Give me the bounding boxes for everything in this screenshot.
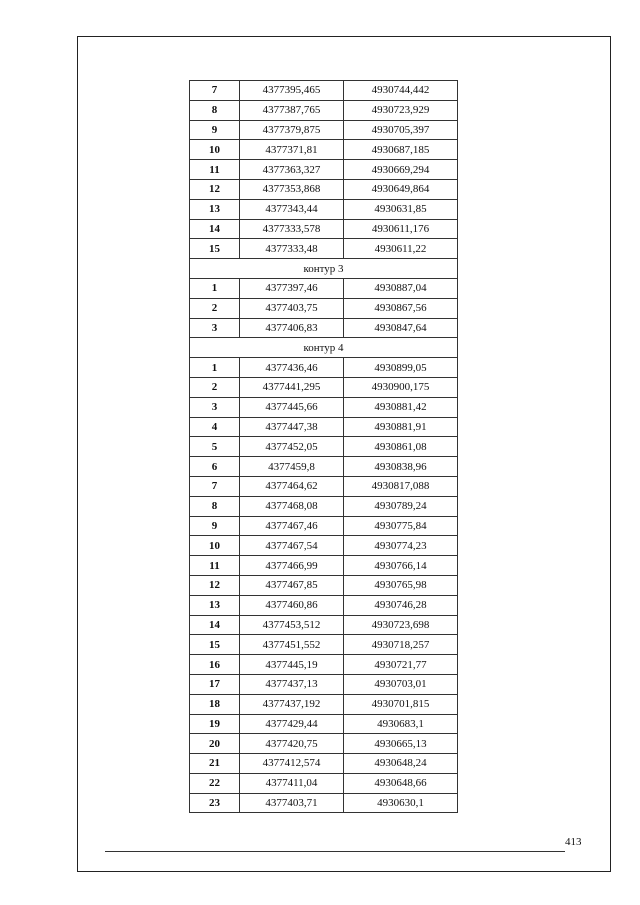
table-row [190, 278, 458, 298]
table-row [190, 734, 458, 754]
x-coordinate: 4377467,85 [240, 575, 344, 595]
point-number: 13 [190, 199, 240, 219]
point-number: 7 [190, 81, 240, 101]
x-coordinate: 4377333,578 [240, 219, 344, 239]
point-number: 12 [190, 179, 240, 199]
table-row [190, 417, 458, 437]
point-number: 15 [190, 239, 240, 259]
point-number: 14 [190, 615, 240, 635]
y-coordinate: 4930703,01 [344, 674, 458, 694]
point-number: 6 [190, 457, 240, 477]
table-row [190, 694, 458, 714]
table-row [190, 397, 458, 417]
point-number: 4 [190, 417, 240, 437]
y-coordinate: 4930744,442 [344, 81, 458, 101]
table-row [190, 358, 458, 378]
x-coordinate: 4377387,765 [240, 100, 344, 120]
x-coordinate: 4377403,75 [240, 298, 344, 318]
table-row [190, 714, 458, 734]
contour-header-row [190, 338, 458, 358]
point-number: 14 [190, 219, 240, 239]
point-number: 18 [190, 694, 240, 714]
x-coordinate: 4377333,48 [240, 239, 344, 259]
x-coordinate: 4377429,44 [240, 714, 344, 734]
y-coordinate: 4930765,98 [344, 575, 458, 595]
table-row [190, 635, 458, 655]
table-row [190, 81, 458, 101]
y-coordinate: 4930881,91 [344, 417, 458, 437]
point-number: 12 [190, 575, 240, 595]
x-coordinate: 4377459,8 [240, 457, 344, 477]
x-coordinate: 4377395,465 [240, 81, 344, 101]
contour-label: контур 3 [190, 259, 458, 279]
x-coordinate: 4377453,512 [240, 615, 344, 635]
x-coordinate: 4377467,46 [240, 516, 344, 536]
table-row [190, 377, 458, 397]
table-row [190, 140, 458, 160]
x-coordinate: 4377403,71 [240, 793, 344, 813]
point-number: 16 [190, 655, 240, 675]
x-coordinate: 4377343,44 [240, 199, 344, 219]
point-number: 19 [190, 714, 240, 734]
footer-rule [105, 851, 565, 852]
point-number: 7 [190, 476, 240, 496]
y-coordinate: 4930705,397 [344, 120, 458, 140]
table-row [190, 298, 458, 318]
y-coordinate: 4930899,05 [344, 358, 458, 378]
y-coordinate: 4930648,24 [344, 754, 458, 774]
point-number: 10 [190, 536, 240, 556]
y-coordinate: 4930649,864 [344, 179, 458, 199]
table-row [190, 674, 458, 694]
y-coordinate: 4930683,1 [344, 714, 458, 734]
point-number: 8 [190, 100, 240, 120]
table-row [190, 655, 458, 675]
y-coordinate: 4930701,815 [344, 694, 458, 714]
table-row [190, 179, 458, 199]
y-coordinate: 4930900,175 [344, 377, 458, 397]
page-number: 413 [565, 836, 582, 848]
y-coordinate: 4930817,088 [344, 476, 458, 496]
point-number: 17 [190, 674, 240, 694]
point-number: 10 [190, 140, 240, 160]
point-number: 11 [190, 160, 240, 180]
y-coordinate: 4930630,1 [344, 793, 458, 813]
point-number: 2 [190, 377, 240, 397]
point-number: 3 [190, 397, 240, 417]
y-coordinate: 4930838,96 [344, 457, 458, 477]
x-coordinate: 4377363,327 [240, 160, 344, 180]
y-coordinate: 4930721,77 [344, 655, 458, 675]
point-number: 13 [190, 595, 240, 615]
point-number: 11 [190, 556, 240, 576]
y-coordinate: 4930774,23 [344, 536, 458, 556]
y-coordinate: 4930631,85 [344, 199, 458, 219]
point-number: 8 [190, 496, 240, 516]
x-coordinate: 4377452,05 [240, 437, 344, 457]
table-row [190, 219, 458, 239]
x-coordinate: 4377397,46 [240, 278, 344, 298]
x-coordinate: 4377406,83 [240, 318, 344, 338]
table-row [190, 476, 458, 496]
x-coordinate: 4377412,574 [240, 754, 344, 774]
x-coordinate: 4377441,295 [240, 377, 344, 397]
coordinates-table [189, 80, 458, 813]
x-coordinate: 4377411,04 [240, 773, 344, 793]
table-row [190, 160, 458, 180]
point-number: 20 [190, 734, 240, 754]
point-number: 1 [190, 278, 240, 298]
x-coordinate: 4377467,54 [240, 536, 344, 556]
y-coordinate: 4930723,929 [344, 100, 458, 120]
x-coordinate: 4377445,66 [240, 397, 344, 417]
table-row [190, 318, 458, 338]
y-coordinate: 4930665,13 [344, 734, 458, 754]
point-number: 15 [190, 635, 240, 655]
table-row [190, 100, 458, 120]
y-coordinate: 4930723,698 [344, 615, 458, 635]
point-number: 21 [190, 754, 240, 774]
y-coordinate: 4930861,08 [344, 437, 458, 457]
x-coordinate: 4377379,875 [240, 120, 344, 140]
point-number: 9 [190, 516, 240, 536]
point-number: 23 [190, 793, 240, 813]
x-coordinate: 4377466,99 [240, 556, 344, 576]
point-number: 1 [190, 358, 240, 378]
table-row [190, 773, 458, 793]
x-coordinate: 4377447,38 [240, 417, 344, 437]
y-coordinate: 4930746,28 [344, 595, 458, 615]
table-row [190, 754, 458, 774]
x-coordinate: 4377437,13 [240, 674, 344, 694]
table-row [190, 556, 458, 576]
y-coordinate: 4930775,84 [344, 516, 458, 536]
table-row [190, 437, 458, 457]
y-coordinate: 4930867,56 [344, 298, 458, 318]
x-coordinate: 4377371,81 [240, 140, 344, 160]
y-coordinate: 4930687,185 [344, 140, 458, 160]
y-coordinate: 4930887,04 [344, 278, 458, 298]
table-row [190, 575, 458, 595]
y-coordinate: 4930847,64 [344, 318, 458, 338]
table-row [190, 615, 458, 635]
x-coordinate: 4377468,08 [240, 496, 344, 516]
y-coordinate: 4930789,24 [344, 496, 458, 516]
y-coordinate: 4930648,66 [344, 773, 458, 793]
table-row [190, 239, 458, 259]
y-coordinate: 4930611,22 [344, 239, 458, 259]
x-coordinate: 4377420,75 [240, 734, 344, 754]
table-row [190, 120, 458, 140]
coordinates-table-body [190, 81, 458, 813]
y-coordinate: 4930718,257 [344, 635, 458, 655]
point-number: 2 [190, 298, 240, 318]
table-row [190, 457, 458, 477]
contour-label: контур 4 [190, 338, 458, 358]
contour-header-row [190, 259, 458, 279]
x-coordinate: 4377436,46 [240, 358, 344, 378]
point-number: 3 [190, 318, 240, 338]
table-row [190, 595, 458, 615]
y-coordinate: 4930766,14 [344, 556, 458, 576]
x-coordinate: 4377451,552 [240, 635, 344, 655]
point-number: 9 [190, 120, 240, 140]
x-coordinate: 4377460,86 [240, 595, 344, 615]
table-row [190, 496, 458, 516]
point-number: 22 [190, 773, 240, 793]
table-row [190, 536, 458, 556]
point-number: 5 [190, 437, 240, 457]
y-coordinate: 4930881,42 [344, 397, 458, 417]
x-coordinate: 4377464,62 [240, 476, 344, 496]
x-coordinate: 4377437,192 [240, 694, 344, 714]
table-row [190, 793, 458, 813]
y-coordinate: 4930611,176 [344, 219, 458, 239]
table-row [190, 199, 458, 219]
table-row [190, 516, 458, 536]
x-coordinate: 4377353,868 [240, 179, 344, 199]
x-coordinate: 4377445,19 [240, 655, 344, 675]
y-coordinate: 4930669,294 [344, 160, 458, 180]
